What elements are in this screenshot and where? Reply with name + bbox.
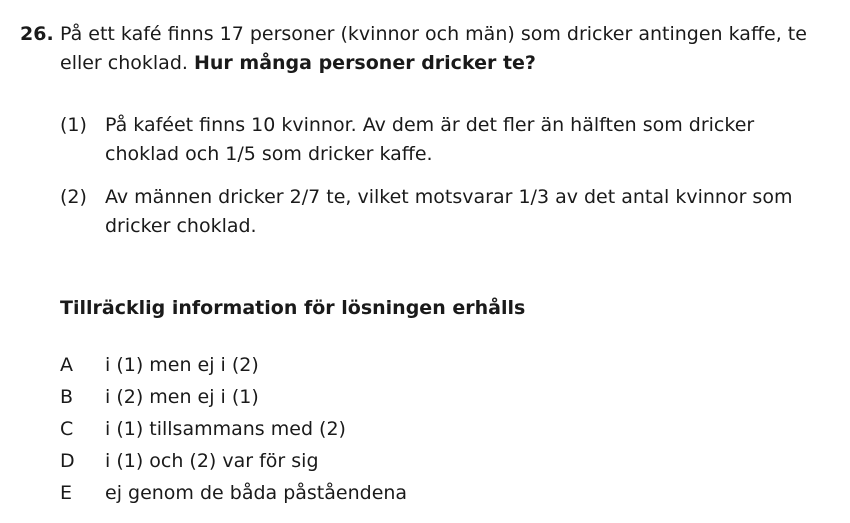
statement-1-label: (1) — [60, 114, 87, 136]
question-number: 26. — [20, 23, 54, 45]
statement-2-text: Av männen dricker 2/7 te, vilket motsvarar 1/3 av det antal kvinnor som dricker choklad. — [105, 186, 793, 237]
option-a-text: i (1) men ej i (2) — [105, 354, 259, 376]
statement-2-label: (2) — [60, 186, 87, 208]
option-e-text: ej genom de båda påståendena — [105, 482, 408, 504]
question-stem — [60, 20, 820, 78]
option-a[interactable] — [60, 349, 560, 381]
option-e[interactable] — [60, 477, 560, 509]
option-b[interactable] — [60, 381, 560, 413]
answer-options — [60, 349, 560, 509]
option-a-letter: A — [60, 354, 73, 376]
option-c-text: i (1) tillsammans med (2) — [105, 418, 346, 440]
question-stem-question: Hur många personer dricker te? — [193, 52, 536, 74]
option-c-letter: C — [60, 418, 74, 440]
option-e-letter: E — [60, 482, 73, 504]
question-stem-text: På ett kafé finns 17 personer (kvinnor och män) som dricker antingen kaffe, te eller choklad. — [60, 23, 807, 74]
option-b-text: i (2) men ej i (1) — [105, 386, 259, 408]
option-d-letter: D — [60, 450, 75, 472]
sufficiency-heading: Tillräcklig information för lösningen erhålls — [60, 297, 526, 319]
option-d[interactable] — [60, 445, 560, 477]
option-b-letter: B — [60, 386, 74, 408]
option-d-text: i (1) och (2) var för sig — [105, 450, 319, 472]
statement-1-text: På kaféet finns 10 kvinnor. Av dem är det fler än hälften som dricker choklad och 1/5 som dricker kaffe. — [105, 114, 755, 165]
option-c[interactable] — [60, 413, 560, 445]
